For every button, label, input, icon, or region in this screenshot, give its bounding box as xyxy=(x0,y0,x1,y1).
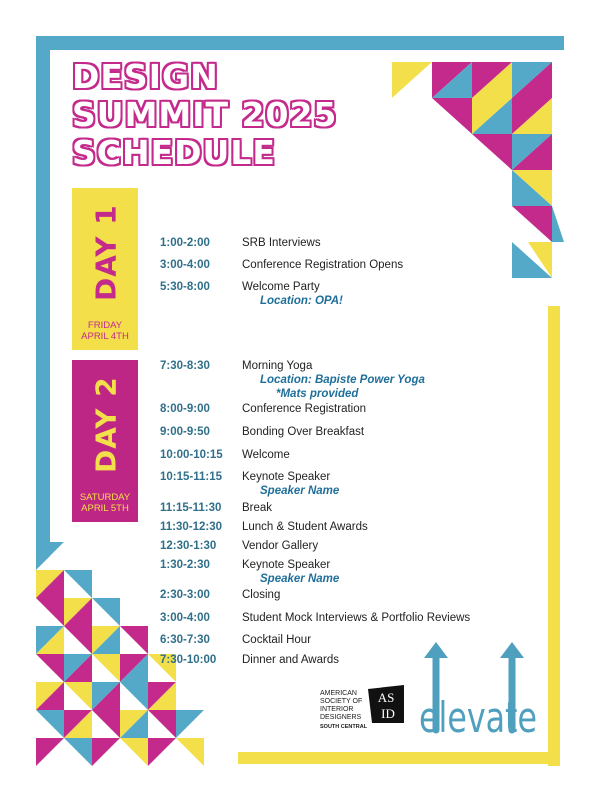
schedule-event: SRB Interviews xyxy=(242,237,321,249)
schedule-time: 3:00-4:00 xyxy=(160,612,210,624)
day-1-bar xyxy=(72,188,138,350)
schedule-time: 5:30-8:00 xyxy=(160,281,210,293)
schedule-time: 12:30-1:30 xyxy=(160,540,217,552)
schedule-note-location: Location: Bapiste Power Yoga xyxy=(260,374,425,386)
schedule-event: Keynote Speaker xyxy=(242,559,331,571)
day-2-calendar-date: APRIL 5TH xyxy=(81,503,129,514)
schedule-note-speaker: Speaker Name xyxy=(260,485,340,497)
day-1-label: DAY 1 xyxy=(89,204,123,302)
frame-top-border xyxy=(36,36,564,50)
asid-line-4: DESIGNERS xyxy=(320,714,362,721)
asid-logo-text-top: AS xyxy=(377,690,395,705)
schedule-event: Keynote Speaker xyxy=(242,471,331,483)
schedule-event: Welcome Party xyxy=(242,281,320,293)
schedule-note-location: Location: OPA! xyxy=(260,295,343,307)
title-line-3: SCHEDULE xyxy=(72,133,276,172)
schedule-event: Vendor Gallery xyxy=(242,540,319,552)
schedule-time: 1:00-2:00 xyxy=(160,237,210,249)
frame-right-border xyxy=(548,306,560,766)
schedule-time: 11:30-12:30 xyxy=(160,521,223,533)
schedule-event: Conference Registration xyxy=(242,403,367,415)
schedule-time: 7:30-10:00 xyxy=(160,654,217,666)
frame-left-border xyxy=(36,36,50,576)
schedule-time: 2:30-3:00 xyxy=(160,589,210,601)
title-line-1: DESIGN xyxy=(72,57,219,96)
schedule-event: Dinner and Awards xyxy=(242,654,339,666)
schedule-event: Closing xyxy=(242,589,281,601)
asid-line-3: INTERIOR xyxy=(320,706,354,713)
schedule-event: Bonding Over Breakfast xyxy=(242,426,365,438)
schedule-time: 3:00-4:00 xyxy=(160,259,210,271)
schedule-note-speaker: Speaker Name xyxy=(260,573,340,585)
schedule-time: 10:15-11:15 xyxy=(160,471,223,483)
asid-line-1: AMERICAN xyxy=(320,690,357,697)
schedule-event: Conference Registration Opens xyxy=(242,259,404,271)
elevate-wordmark: elevate xyxy=(419,693,537,742)
asid-logo-text-bottom: ID xyxy=(381,706,395,721)
day-2-date xyxy=(72,492,138,514)
day-1-weekday: FRIDAY xyxy=(87,320,123,331)
schedule-event: Cocktail Hour xyxy=(242,634,312,646)
triangle-pattern-top-right-icon xyxy=(388,58,564,290)
schedule-time: 9:00-9:50 xyxy=(160,426,210,438)
schedule-time: 7:30-8:30 xyxy=(160,360,210,372)
asid-logo-icon xyxy=(366,685,406,725)
asid-line-2: SOCIETY OF xyxy=(320,698,363,705)
schedule-event: Student Mock Interviews & Portfolio Reviews xyxy=(242,612,471,624)
day-1-date xyxy=(72,320,138,342)
page-title xyxy=(72,58,337,172)
schedule-note-mats: *Mats provided xyxy=(276,388,359,400)
elevate-logo-icon xyxy=(414,642,542,746)
schedule-time: 6:30-7:30 xyxy=(160,634,210,646)
asid-chapter: SOUTH CENTRAL xyxy=(320,724,368,730)
schedule-event: Break xyxy=(242,502,273,514)
schedule-time: 10:00-10:15 xyxy=(160,449,223,461)
schedule-event: Lunch & Student Awards xyxy=(242,521,368,533)
day-2-weekday: SATURDAY xyxy=(79,492,131,503)
frame-bottom-border xyxy=(238,752,560,764)
schedule-time: 8:00-9:00 xyxy=(160,403,210,415)
schedule-time: 11:15-11:30 xyxy=(160,502,222,514)
schedule-event: Morning Yoga xyxy=(242,360,313,372)
schedule-event: Welcome xyxy=(242,449,290,461)
asid-org-name xyxy=(320,690,370,731)
schedule-time: 1:30-2:30 xyxy=(160,559,210,571)
day-1-calendar-date: APRIL 4TH xyxy=(81,331,129,342)
day-2-label: DAY 2 xyxy=(89,376,123,474)
title-line-2: SUMMIT 2025 xyxy=(72,95,338,134)
day-2-bar xyxy=(72,360,138,522)
